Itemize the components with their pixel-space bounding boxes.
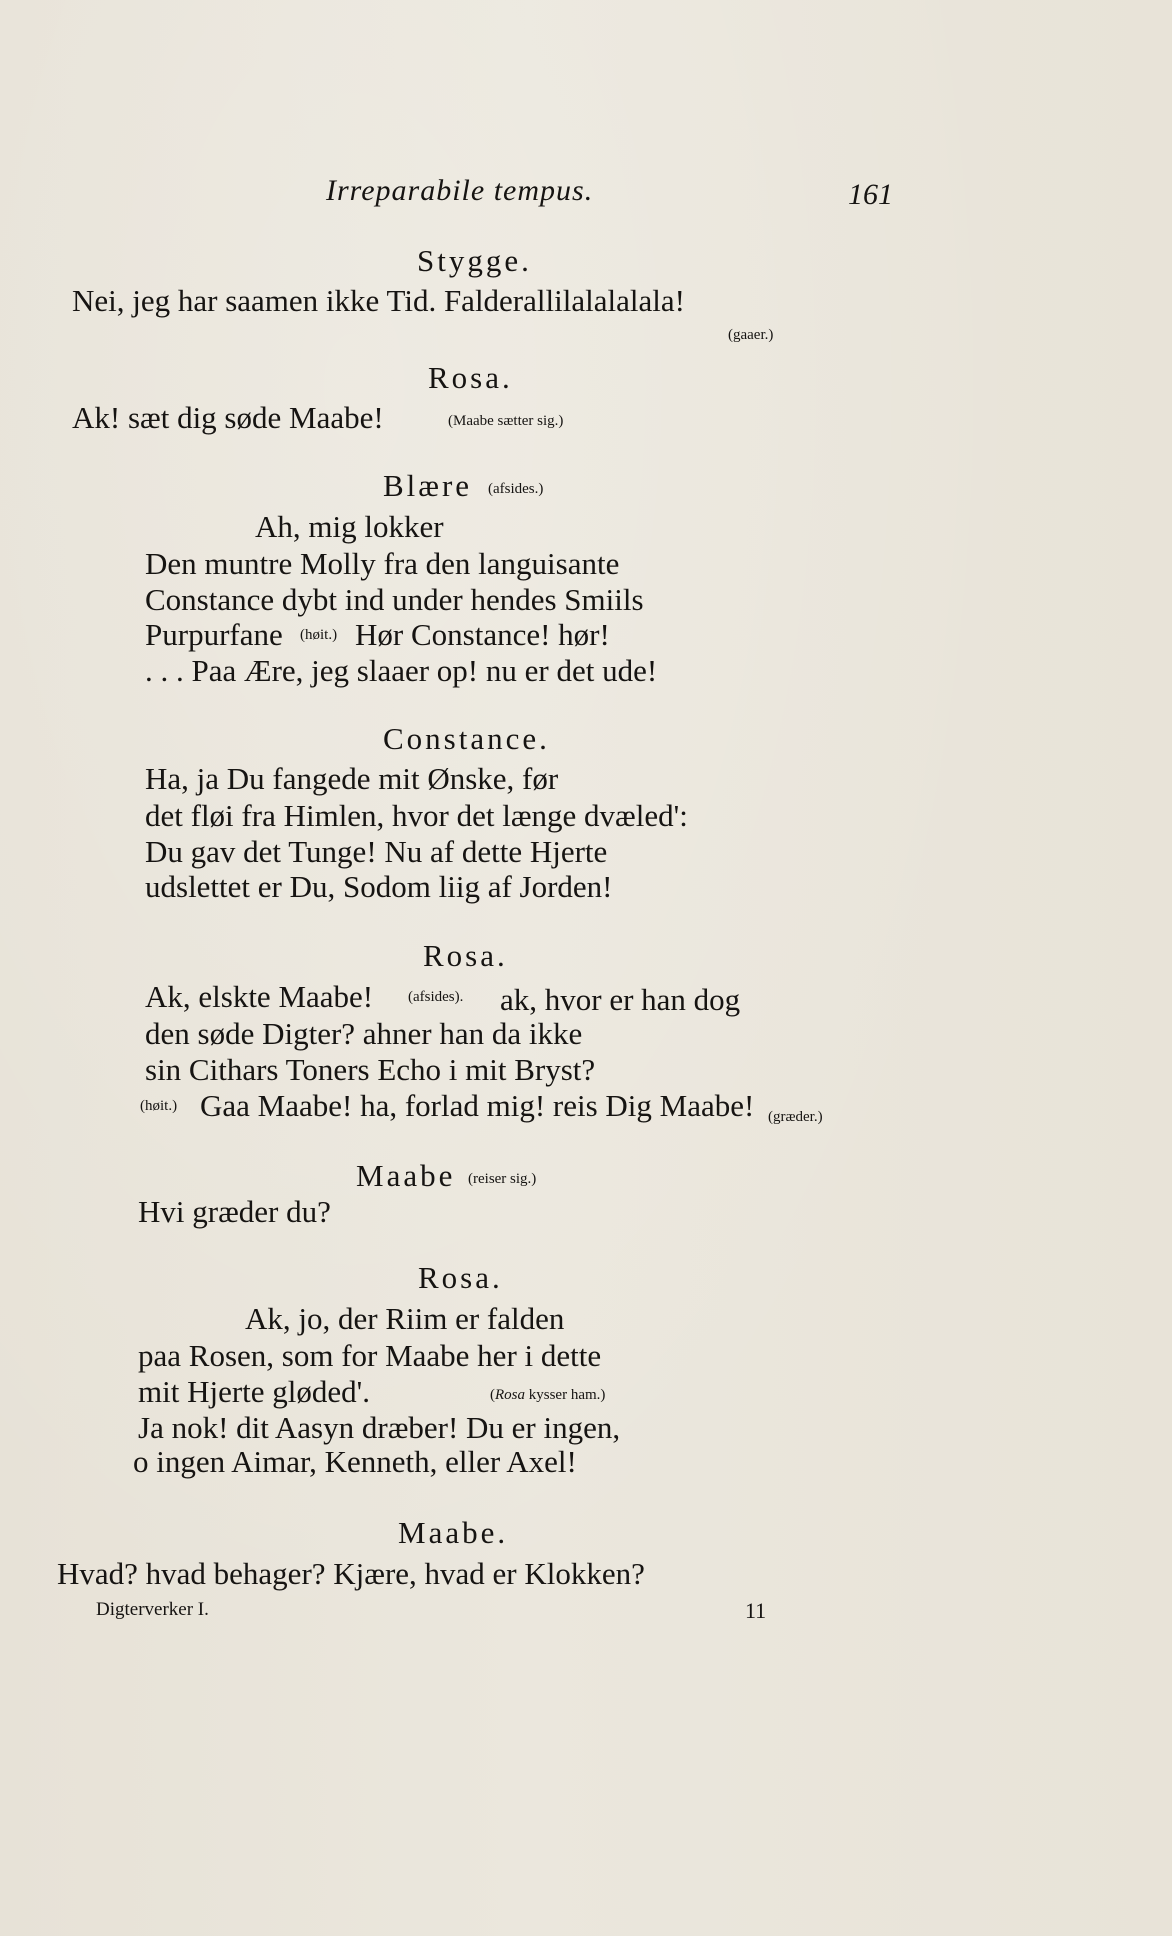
running-title: Irreparabile tempus. [326,174,594,207]
speaker-rosa: Rosa. [418,1260,503,1295]
speaker-maabe: Maabe [356,1158,456,1193]
stage-direction: (høit.) [300,627,338,643]
verse-line: Du gav det Tunge! Nu af dette Hjerte [145,834,608,869]
verse-line: Hør Constance! hør! [355,617,610,652]
verse-line: Ak, elskte Maabe! [145,979,374,1014]
stage-direction: (Rosa kysser ham.) [490,1387,606,1403]
verse-line: Ja nok! dit Aasyn dræber! Du er ingen, [138,1410,621,1445]
verse-line: Hvad? hvad behager? Kjære, hvad er Klokken? [57,1556,645,1591]
stage-direction: (afsides). [408,989,464,1005]
verse-line: Den muntre Molly fra den languisante [145,546,620,581]
stage-direction-rest: kysser ham.) [525,1387,606,1403]
verse-line: ak, hvor er han dog [500,982,741,1017]
footer-signature: Digterverker I. [96,1599,209,1620]
verse-line: Ah, mig lokker [255,509,444,544]
verse-line: Ak, jo, der Riim er falden [245,1301,565,1336]
stage-direction: (Maabe sætter sig.) [448,413,564,429]
verse-line: Constance dybt ind under hendes Smiils [145,582,644,617]
verse-line: udslettet er Du, Sodom liig af Jorden! [145,869,613,904]
speaker-rosa: Rosa. [428,360,513,395]
speaker-blaere: Blære [383,468,473,503]
speaker-stygge: Stygge. [417,243,532,278]
speaker-maabe: Maabe. [398,1515,509,1550]
page-number: 161 [848,178,893,211]
stage-direction-name: Rosa [495,1387,525,1403]
stage-direction: (afsides.) [488,481,544,497]
stage-direction: (græder.) [768,1109,823,1125]
verse-line: Hvi græder du? [138,1194,331,1229]
verse-line: det fløi fra Himlen, hvor det længe dvæled': [145,798,688,833]
verse-line: Ak! sæt dig søde Maabe! [72,400,384,435]
verse-line: o ingen Aimar, Kenneth, eller Axel! [133,1444,577,1479]
footer-sheet-number: 11 [745,1598,767,1623]
speaker-constance: Constance. [383,721,550,756]
verse-line: . . . Paa Ære, jeg slaaer op! nu er det ude! [145,653,658,688]
stage-direction: (høit.) [140,1098,178,1114]
verse-line: Nei, jeg har saamen ikke Tid. Falderallilalalalala! [72,283,685,318]
stage-direction: (gaaer.) [728,327,774,343]
verse-line: Gaa Maabe! ha, forlad mig! reis Dig Maabe! [200,1088,755,1123]
verse-line: Purpurfane [145,617,283,652]
verse-line: Ha, ja Du fangede mit Ønske, før [145,761,559,796]
verse-line: paa Rosen, som for Maabe her i dette [138,1338,602,1373]
speaker-rosa: Rosa. [423,938,508,973]
verse-line: sin Cithars Toners Echo i mit Bryst? [145,1052,596,1087]
verse-line: mit Hjerte gløded'. [138,1374,371,1409]
stage-direction: (reiser sig.) [468,1171,537,1187]
verse-line: den søde Digter? ahner han da ikke [145,1016,583,1051]
